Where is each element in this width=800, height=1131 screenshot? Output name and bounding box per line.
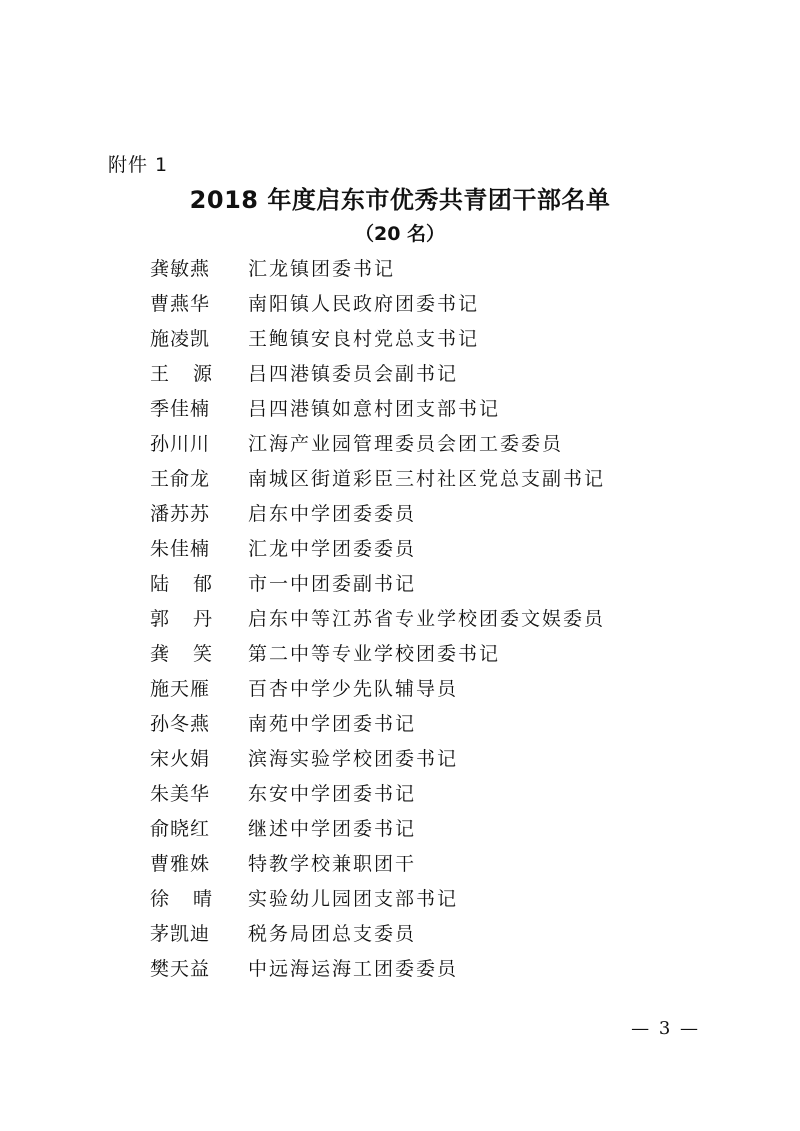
member-name: 宋火娟: [150, 748, 211, 770]
member-role: 第二中等专业学校团委书记: [248, 643, 501, 665]
member-name: 郭丹: [150, 608, 237, 630]
roster-row: [150, 775, 710, 810]
roster-row: [150, 530, 710, 565]
member-role: 中远海运海工团委委员: [248, 958, 459, 980]
member-role: 实验幼儿园团支部书记: [248, 888, 459, 910]
roster-row: [150, 845, 710, 880]
roster-row: [150, 950, 710, 985]
roster-row: [150, 810, 710, 845]
member-role: 特教学校兼职团干: [248, 853, 417, 875]
member-name: 茅凯迪: [150, 923, 211, 945]
member-role: 王鲍镇安良村党总支书记: [248, 328, 480, 350]
page-number: — 3 —: [631, 1018, 700, 1039]
member-role: 市一中团委副书记: [248, 573, 417, 595]
document-subtitle: （20 名）: [354, 223, 446, 245]
member-name: 王俞龙: [150, 468, 211, 490]
member-name: 朱佳楠: [150, 538, 211, 560]
member-name: 孙冬燕: [150, 713, 211, 735]
roster-row: [150, 460, 710, 495]
roster-row: [150, 320, 710, 355]
roster-row: [150, 600, 710, 635]
member-name: 孙川川: [150, 433, 211, 455]
member-role: 吕四港镇委员会副书记: [248, 363, 459, 385]
member-role: 继述中学团委书记: [248, 818, 417, 840]
roster-row: [150, 565, 710, 600]
member-role: 滨海实验学校团委书记: [248, 748, 459, 770]
member-name: 曹雅姝: [150, 853, 211, 875]
member-role: 南城区街道彩臣三村社区党总支副书记: [248, 468, 606, 490]
member-name: 施凌凯: [150, 328, 211, 350]
member-name: 施天雁: [150, 678, 211, 700]
member-role: 吕四港镇如意村团支部书记: [248, 398, 501, 420]
roster-row: [150, 495, 710, 530]
roster-row: [150, 635, 710, 670]
attachment-label: 附件 1: [108, 154, 169, 176]
roster-row: [150, 740, 710, 775]
member-role: 南苑中学团委书记: [248, 713, 417, 735]
roster-row: [150, 670, 710, 705]
member-name: 龚敏燕: [150, 258, 211, 280]
member-role: 汇龙镇团委书记: [248, 258, 396, 280]
roster-row: [150, 915, 710, 950]
member-role: 启东中等江苏省专业学校团委文娱委员: [248, 608, 606, 630]
member-role: 税务局团总支委员: [248, 923, 417, 945]
member-role: 江海产业园管理委员会团工委委员: [248, 433, 564, 455]
member-name: 陆郁: [150, 573, 237, 595]
roster-list: [150, 250, 710, 985]
member-role: 东安中学团委书记: [248, 783, 417, 805]
member-name: 樊天益: [150, 958, 211, 980]
member-name: 季佳楠: [150, 398, 211, 420]
member-name: 徐晴: [150, 888, 237, 910]
roster-row: [150, 705, 710, 740]
roster-row: [150, 250, 710, 285]
member-role: 启东中学团委委员: [248, 503, 417, 525]
roster-row: [150, 425, 710, 460]
member-name: 朱美华: [150, 783, 211, 805]
roster-row: [150, 880, 710, 915]
roster-row: [150, 285, 710, 320]
roster-row: [150, 355, 710, 390]
member-name: 王源: [150, 363, 237, 385]
document-title: 2018 年度启东市优秀共青团干部名单: [189, 186, 611, 214]
member-name: 曹燕华: [150, 293, 211, 315]
member-role: 汇龙中学团委委员: [248, 538, 417, 560]
member-role: 南阳镇人民政府团委书记: [248, 293, 480, 315]
member-name: 潘苏苏: [150, 503, 211, 525]
member-name: 龚笑: [150, 643, 237, 665]
roster-row: [150, 390, 710, 425]
member-name: 俞晓红: [150, 818, 211, 840]
member-role: 百杏中学少先队辅导员: [248, 678, 459, 700]
